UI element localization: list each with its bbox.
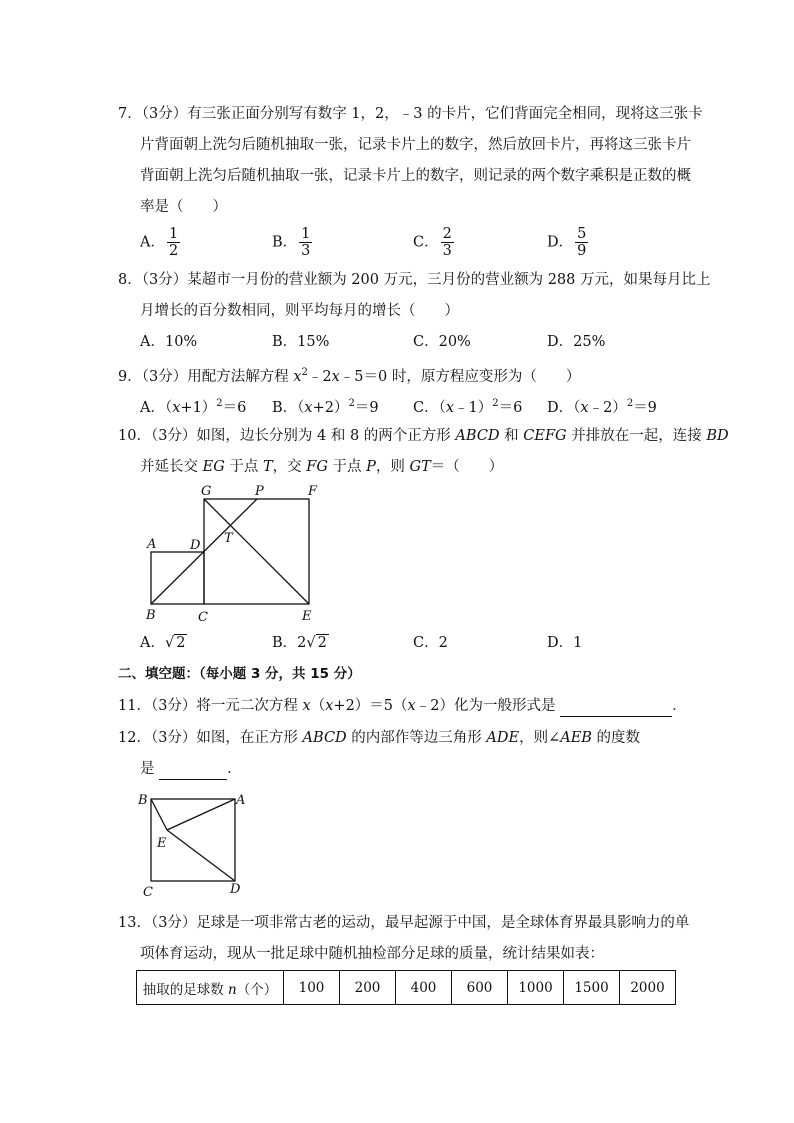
- option-letter: A．: [140, 234, 165, 251]
- numerator: 1: [168, 226, 179, 242]
- q11-text: ﹣2）化为一般形式是: [415, 698, 561, 714]
- variable: x: [302, 698, 311, 714]
- line-ge: [204, 499, 309, 604]
- denominator: 2: [168, 243, 179, 259]
- q13-line-1: 13．（3分）足球是一项非常古老的运动，最早起源于中国，是全球体育界最具影响力的单: [118, 915, 690, 931]
- label-e: E: [302, 609, 312, 624]
- label-b: B: [138, 793, 148, 808]
- rhs: ＝9: [354, 399, 379, 416]
- line-ed: [167, 830, 235, 881]
- label-g: G: [201, 484, 212, 499]
- sqrt-sign: √: [306, 635, 316, 651]
- table-row: [137, 971, 676, 1005]
- q10-text: 和: [499, 428, 524, 444]
- option-letter: C．: [413, 399, 439, 416]
- section-title: 二、填空题：（每小题 3 分，共 15 分）: [118, 666, 361, 682]
- variable: x: [331, 368, 340, 385]
- q10-text: 并排放在一起，连接: [566, 428, 707, 444]
- label-t: T: [224, 531, 233, 546]
- q12-line-2: [140, 759, 242, 780]
- variable: n: [228, 981, 237, 998]
- exponent: 2: [216, 398, 223, 409]
- q8-option-d: D．25%: [547, 334, 606, 350]
- q12-text: 的度数: [591, 730, 641, 746]
- math-label: AEB: [560, 730, 592, 746]
- option-letter: D．: [547, 399, 574, 416]
- answer-blank[interactable]: [159, 759, 227, 780]
- table-cell: 100: [284, 971, 340, 1005]
- paren: （: [164, 399, 173, 416]
- q12-line-1: [118, 728, 640, 748]
- denominator: 9: [577, 243, 587, 259]
- q10-option-c: C．2: [413, 635, 448, 651]
- table-cell: 400: [396, 971, 452, 1005]
- label-d: D: [190, 538, 201, 553]
- label-d: D: [230, 882, 241, 897]
- q10-text: ，则: [375, 459, 410, 475]
- option-letter: B．: [272, 635, 298, 651]
- variable: x: [172, 399, 181, 416]
- math-label: FG: [306, 459, 328, 475]
- q11-text: （: [310, 698, 326, 714]
- exponent: 2: [348, 398, 355, 409]
- q8-option-a: A．10%: [140, 334, 198, 350]
- math-label: ABCD: [302, 730, 347, 746]
- coefficient: 2: [297, 635, 307, 651]
- radicand: 2: [176, 635, 186, 651]
- variable: x: [580, 399, 589, 416]
- table-cell: 2000: [620, 971, 676, 1005]
- q12-figure: [0, 780, 794, 900]
- q10-text: 于点: [224, 459, 263, 475]
- option-letter: C．: [413, 234, 439, 251]
- math-label: BD: [706, 428, 729, 444]
- math-label: ABCD: [455, 428, 500, 444]
- variable: x: [304, 399, 313, 416]
- q10-text: 并延长交: [140, 459, 203, 475]
- q10-text: 于点: [327, 459, 367, 475]
- numerator: 5: [577, 226, 587, 242]
- option-letter: A．: [140, 399, 165, 416]
- q11-text: ．: [672, 698, 687, 714]
- q12-text: 的内部作等边三角形: [346, 730, 487, 746]
- table-cell: 200: [340, 971, 396, 1005]
- sqrt-sign: √: [164, 635, 175, 651]
- header-text: 抽取的足球数: [142, 981, 229, 998]
- math-label: CEFG: [523, 428, 567, 444]
- table-cell: 1000: [508, 971, 564, 1005]
- expr: +2）: [312, 399, 349, 416]
- q12-text: ，则∠: [519, 730, 561, 746]
- variable: x: [325, 698, 334, 714]
- q10-option-a: [140, 633, 187, 653]
- q10-option-b: [272, 633, 329, 653]
- label-p: P: [255, 484, 264, 499]
- label-e: E: [157, 836, 167, 851]
- rhs: ＝9: [633, 399, 657, 416]
- q9-text: ﹣2: [307, 368, 332, 385]
- answer-blank[interactable]: [560, 696, 672, 717]
- option-letter: D．: [547, 234, 574, 251]
- q10-text: 10．（3分）如图，边长分别为 4 和 8 的两个正方形: [118, 428, 456, 444]
- q12-text: ．: [227, 761, 242, 777]
- q10-option-d: D．1: [547, 635, 583, 651]
- q7-line-3: 背面朝上洗匀后随机抽取一张，记录卡片上的数字，则记录的两个数字乘积是正数的概: [140, 168, 691, 184]
- label-b: B: [146, 608, 156, 623]
- math-label: GT: [409, 459, 431, 475]
- expr: +1）: [180, 399, 217, 416]
- label-f: F: [308, 484, 318, 499]
- exponent: 2: [301, 367, 308, 378]
- rhs: ＝6: [498, 399, 523, 416]
- header-text: （个）: [236, 981, 278, 998]
- q9-text: ﹣5＝0 时，原方程应变形为（ ）: [339, 368, 581, 385]
- expr: ﹣1）: [454, 399, 493, 416]
- line-ea: [167, 799, 235, 830]
- variable: x: [407, 698, 416, 714]
- paren: （: [297, 399, 305, 416]
- q8-option-c: C．20%: [413, 334, 471, 350]
- data-table: [136, 970, 676, 1005]
- q10-text: ＝（ ）: [430, 459, 504, 475]
- label-c: C: [143, 885, 153, 900]
- expr: ﹣2）: [588, 399, 627, 416]
- table-header-cell: [137, 971, 284, 1005]
- denominator: 3: [442, 243, 452, 259]
- table-cell: 600: [452, 971, 508, 1005]
- q8-line-2: 月增长的百分数相同，则平均每月的增长（ ）: [140, 303, 459, 319]
- q10-text: ，交: [272, 459, 307, 475]
- q7-line-4: 率是（ ）: [140, 199, 227, 215]
- q13-line-2: 项体育运动，现从一批足球中随机抽检部分足球的质量，统计结果如表：: [140, 946, 604, 962]
- option-letter: A．: [140, 635, 165, 651]
- variable: x: [293, 368, 302, 385]
- rhs: ＝6: [222, 399, 247, 416]
- q11-line-1: [118, 696, 687, 717]
- line-be: [151, 799, 167, 830]
- denominator: 3: [301, 243, 311, 259]
- q9-text: 9．（3分）用配方法解方程: [118, 368, 294, 385]
- q11-text: 11．（3分）将一元二次方程: [118, 698, 303, 714]
- label-a: A: [147, 537, 157, 552]
- q12-text: 是: [140, 761, 160, 777]
- q11-text: +2）＝5（: [333, 698, 408, 714]
- variable: x: [445, 399, 455, 416]
- math-label: EG: [202, 459, 225, 475]
- paren: （: [573, 399, 581, 416]
- math-label: P: [366, 459, 376, 475]
- option-letter: B．: [272, 399, 298, 416]
- math-label: T: [263, 459, 273, 475]
- table-cell: 1500: [564, 971, 620, 1005]
- exponent: 2: [626, 398, 634, 409]
- numerator: 2: [442, 226, 452, 242]
- exponent: 2: [492, 398, 499, 409]
- q7-line-1: 7．（3分）有三张正面分别写有数字 1，2，﹣3 的卡片，它们背面完全相同，现将这三张卡: [118, 106, 703, 122]
- radicand: 2: [317, 635, 327, 651]
- paren: （: [438, 399, 446, 416]
- math-label: ADE: [486, 730, 520, 746]
- label-a: A: [236, 793, 246, 808]
- numerator: 1: [301, 226, 311, 242]
- option-letter: B．: [272, 234, 298, 251]
- label-c: C: [198, 610, 208, 625]
- q7-line-2: 片背面朝上洗匀后随机抽取一张，记录卡片上的数字，然后放回卡片，再将这三张卡片: [140, 137, 691, 153]
- q12-text: 12．（3分）如图，在正方形: [118, 730, 303, 746]
- q8-line-1: 8．（3分）某超市一月份的营业额为 200 万元，三月份的营业额为 288 万元，如果每月比上: [118, 272, 711, 288]
- q8-option-b: B．15%: [272, 334, 330, 350]
